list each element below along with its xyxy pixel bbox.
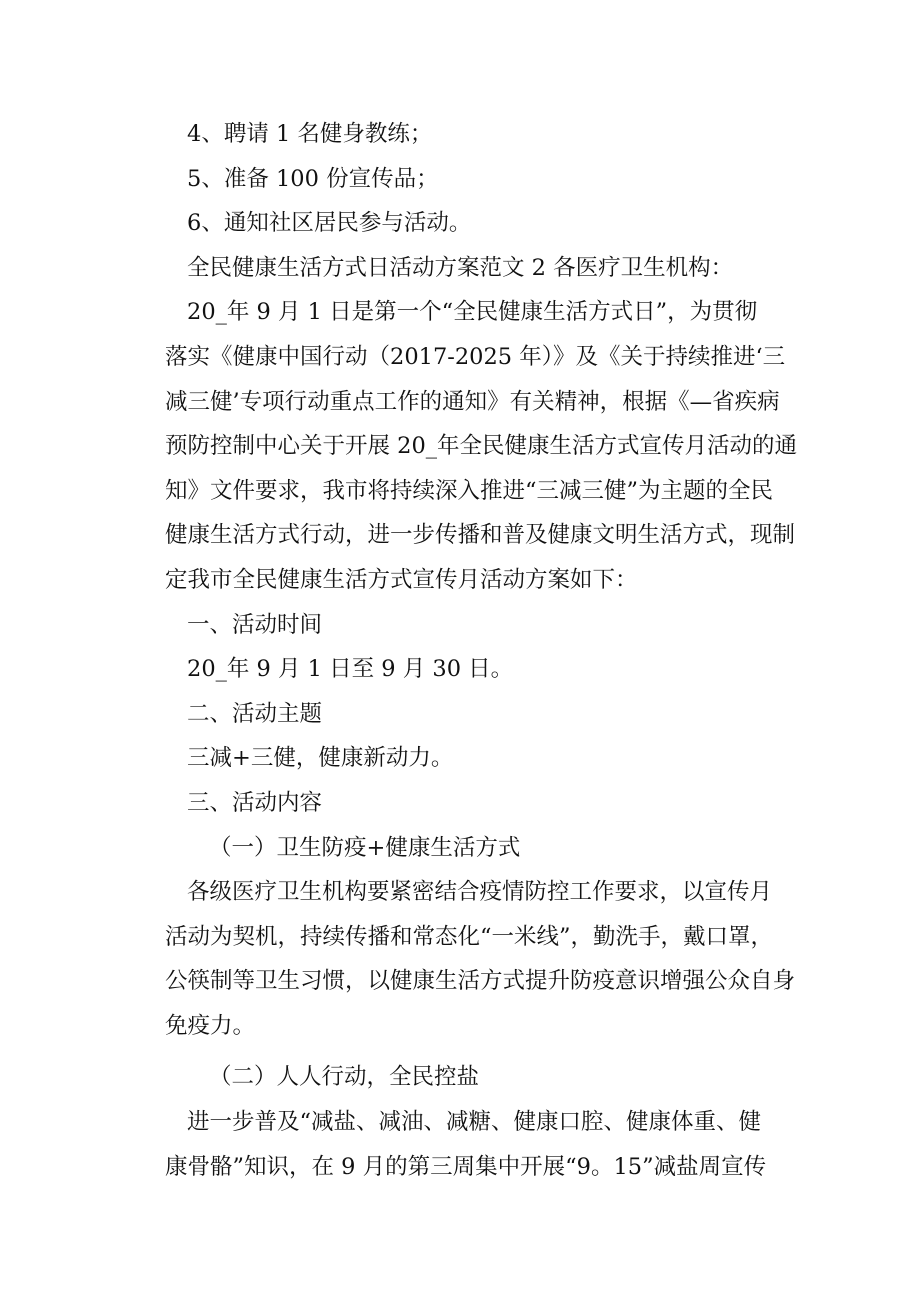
body-line: 定我市全民健康生活方式宣传月活动方案如下： xyxy=(165,566,638,593)
activity-theme-value: 三减+三健，健康新动力。 xyxy=(187,745,454,772)
body-line: 20_年 9 月 1 日是第一个“全民健康生活方式日”，为贯彻 xyxy=(187,299,758,326)
document-body xyxy=(165,112,798,1189)
section-heading-sample-2: 全民健康生活方式日活动方案范文 2 各医疗卫生机构： xyxy=(187,254,734,281)
body-line: 健康生活方式行动，进一步传播和普及健康文明生活方式，现制 xyxy=(165,522,796,549)
paragraph-gap xyxy=(187,1048,787,1055)
heading-activity-content: 三、活动内容 xyxy=(187,789,323,816)
activity-time-value: 20_年 9 月 1 日至 9 月 30 日。 xyxy=(187,656,514,683)
list-item-5: 5、准备 100 份宣传品； xyxy=(187,165,439,192)
heading-activity-time: 一、活动时间 xyxy=(187,611,323,638)
body-line: 免疫力。 xyxy=(165,1012,256,1039)
body-line: 减三健’专项行动重点工作的通知》有关精神，根据《—省疾病 xyxy=(165,388,780,415)
subheading-1: （一）卫生防疫+健康生活方式 xyxy=(209,834,521,861)
list-item-4: 4、聘请 1 名健身教练； xyxy=(187,121,433,147)
body-line: 公筷制等卫生习惯，以健康生活方式提升防疫意识增强公众自身 xyxy=(165,968,796,995)
subheading-2: （二）人人行动，全民控盐 xyxy=(209,1064,480,1091)
heading-activity-theme: 二、活动主题 xyxy=(187,700,323,727)
body-line: 各级医疗卫生机构要紧密结合疫情防控工作要求，以宣传月 xyxy=(187,879,773,906)
body-line: 知》文件要求，我市将持续深入推进“三减三健”为主题的全民 xyxy=(165,477,774,504)
body-line: 活动为契机，持续传播和常态化“一米线”，勤洗手，戴口罩， xyxy=(165,923,774,950)
body-line: 进一步普及“减盐、减油、减糖、健康口腔、健康体重、健 xyxy=(187,1109,762,1136)
body-line: 预防控制中心关于开展 20_年全民健康生活方式宣传月活动的通 xyxy=(165,433,798,460)
list-item-6: 6、通知社区居民参与活动。 xyxy=(187,210,472,237)
body-line: 康骨骼”知识，在 9 月的第三周集中开展“9。15”减盐周宣传 xyxy=(165,1153,767,1180)
body-line: 落实《健康中国行动（2017-2025 年）》及《关于持续推进‘三 xyxy=(165,343,786,370)
